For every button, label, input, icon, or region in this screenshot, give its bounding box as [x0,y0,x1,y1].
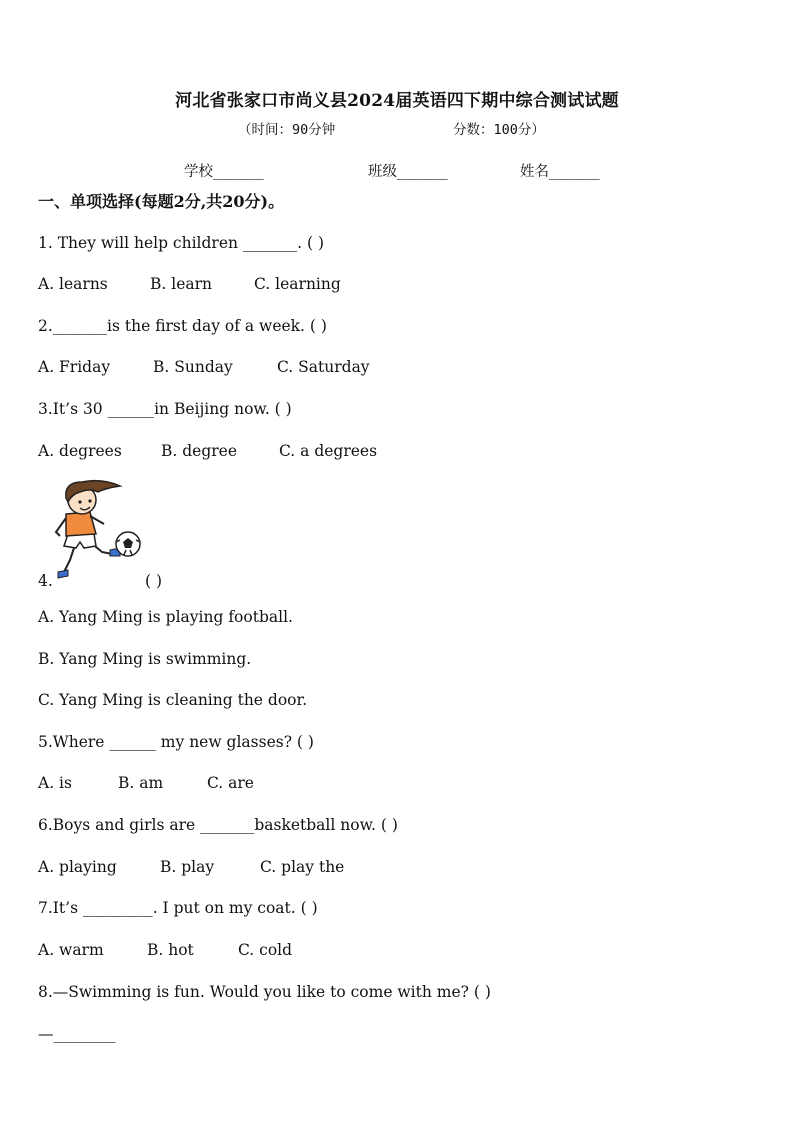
question-7-option-a: A. warm [38,941,104,959]
question-6-stem: 6.Boys and girls are _______basketball now. ( ) [38,816,398,834]
question-8-stem: 8.—Swimming is fun. Would you like to come with me? ( ) [38,983,491,1001]
exam-time: （时间：90分钟 [238,122,336,138]
question-2-option-b: B. Sunday [153,358,233,376]
question-7-option-c: C. cold [238,941,293,959]
question-3-option-a: A. degrees [38,442,122,460]
question-6-options [38,858,738,878]
question-2-options [38,358,738,378]
question-2-stem: 2._______is the first day of a week. ( ) [38,317,327,335]
question-6-option-a: A. playing [38,858,117,876]
question-7-option-b: B. hot [147,941,194,959]
question-1-option-c: C. learning [254,275,341,293]
question-3-stem: 3.It’s 30 ______in Beijing now. ( ) [38,400,292,418]
question-4-stem: 4. [38,572,53,590]
question-4-option-a: A. Yang Ming is playing football. [38,608,293,626]
section-heading: 一、单项选择(每题2分,共20分)。 [38,192,285,211]
question-2-option-c: C. Saturday [277,358,370,376]
question-5-option-c: C. are [207,774,254,792]
page-title: 河北省张家口市尚义县2024届英语四下期中综合测试试题 [175,91,619,111]
question-4-option-b: B. Yang Ming is swimming. [38,650,252,668]
question-3-options [38,442,738,462]
question-2-option-a: A. Friday [38,358,111,376]
question-3-option-c: C. a degrees [279,442,378,460]
question-6-option-c: C. play the [260,858,345,876]
question-1-options [38,275,738,295]
question-1-option-b: B. learn [150,275,213,293]
question-5-option-b: B. am [118,774,164,792]
question-1-stem: 1. They will help children _______. ( ) [38,234,325,252]
question-4-answer-bracket: ( ) [145,572,163,590]
exam-score: 分数：100分） [453,122,545,138]
question-6-option-b: B. play [160,858,215,876]
question-7-stem: 7.It’s _________. I put on my coat. ( ) [38,899,318,917]
question-5-options [38,774,738,794]
question-8-answer-line: —________ [38,1025,116,1043]
question-1-option-a: A. learns [38,275,108,293]
question-5-option-a: A. is [38,774,72,792]
boy-playing-football-illustration [50,476,146,584]
name-field: 姓名_______ [520,164,600,180]
question-3-option-b: B. degree [161,442,238,460]
question-7-options [38,941,738,961]
question-5-stem: 5.Where ______ my new glasses? ( ) [38,733,314,751]
class-field: 班级_______ [368,164,448,180]
school-field: 学校_______ [184,164,264,180]
question-4-option-c: C. Yang Ming is cleaning the door. [38,691,308,709]
